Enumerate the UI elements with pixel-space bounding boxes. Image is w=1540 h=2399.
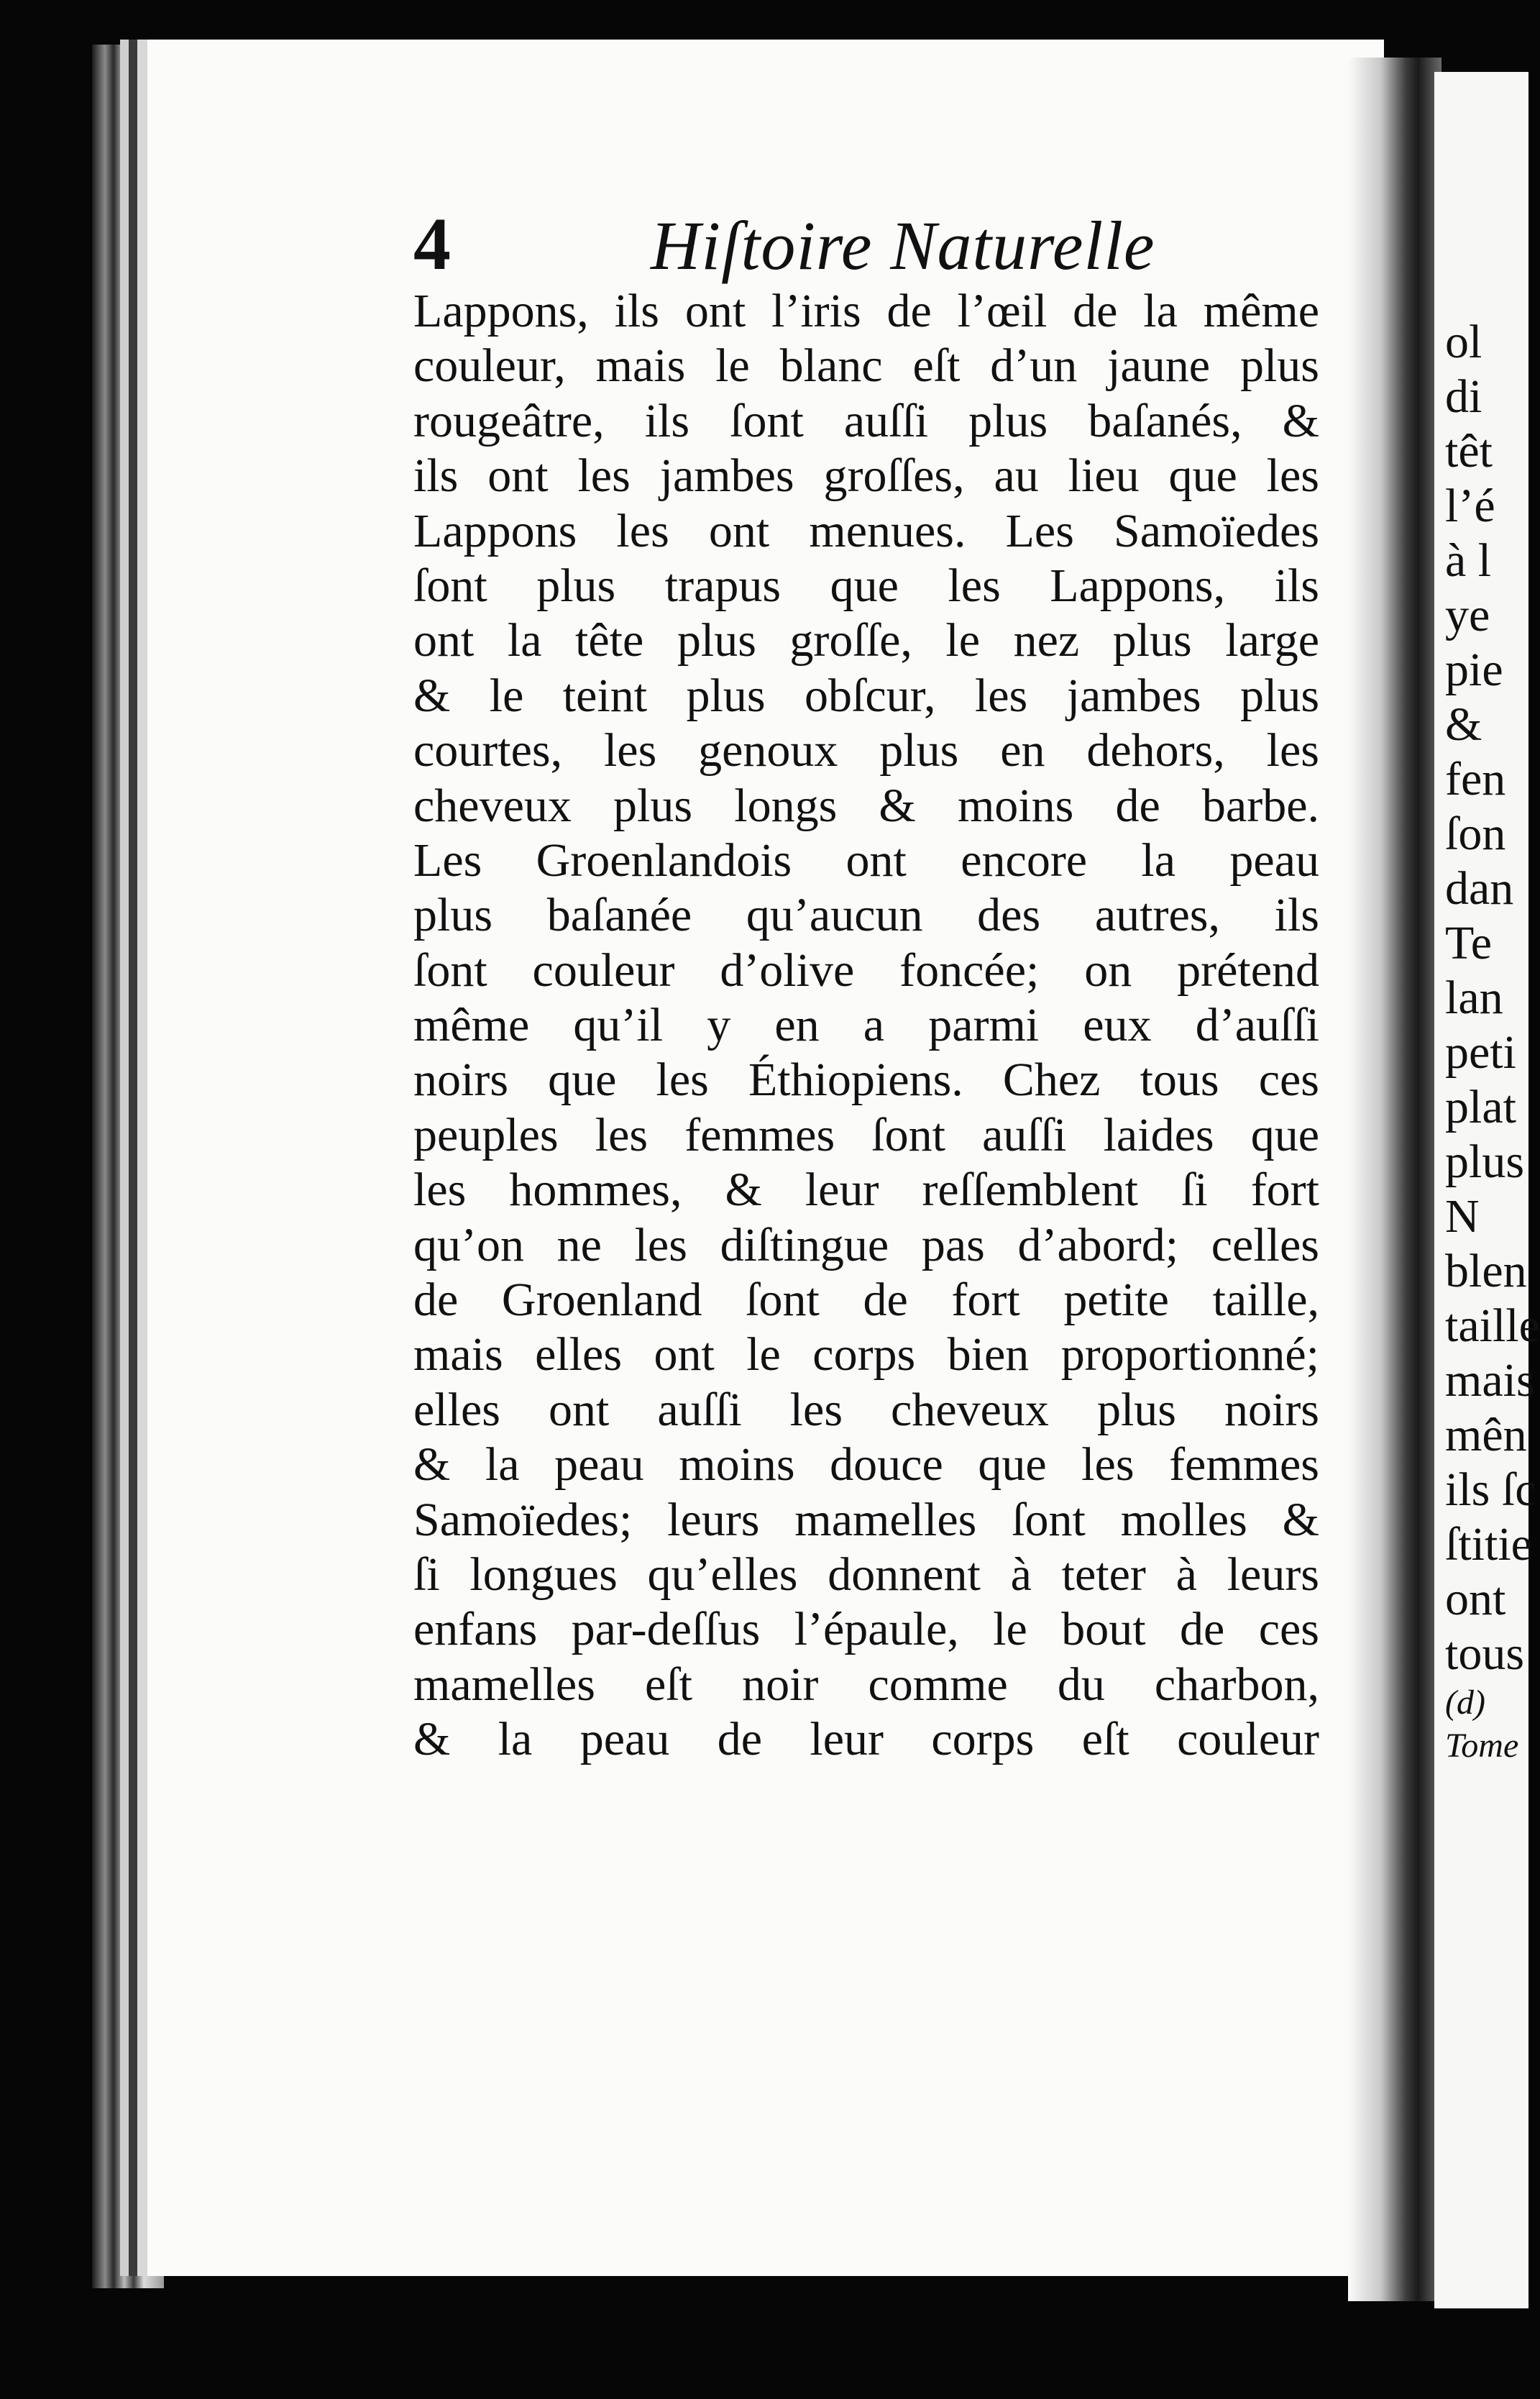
- facing-footnote: (d): [1445, 1683, 1485, 1722]
- facing-line: ſon: [1445, 808, 1506, 860]
- facing-page-text: [1445, 315, 1539, 1768]
- page-header: [413, 205, 1362, 291]
- text-line: courtes, les genoux plus en dehors, les: [413, 724, 1319, 777]
- facing-line: tous: [1445, 1627, 1525, 1680]
- text-line: ſont couleur d’olive foncée; on prétend: [413, 943, 1319, 997]
- facing-line: &: [1445, 698, 1482, 751]
- facing-line: à l: [1445, 534, 1492, 587]
- facing-signature: Tome: [1445, 1727, 1519, 1765]
- text-line: enfans par-deſſus l’épaule, le bout de ces: [413, 1603, 1319, 1656]
- facing-line: ye: [1445, 589, 1490, 641]
- text-line: couleur, mais le blanc eſt d’un jaune plus: [413, 339, 1319, 393]
- text-line: Les Groenlandois ont encore la peau: [413, 833, 1319, 887]
- text-line: ils ont les jambes groſſes, au lieu que les: [413, 449, 1319, 503]
- text-line: plus baſanée qu’aucun des autres, ils: [413, 889, 1319, 942]
- text-line: rougeâtre, ils ſont auſſi plus baſanés, &: [413, 394, 1319, 447]
- facing-line: lan: [1445, 972, 1503, 1024]
- facing-line: peti: [1445, 1026, 1516, 1079]
- text-line: ſont plus trapus que les Lappons, ils: [413, 559, 1319, 612]
- text-line: cheveux plus longs & moins de barbe.: [413, 779, 1319, 832]
- text-line: les hommes, & leur reſſemblent ſi fort: [413, 1164, 1319, 1217]
- text-line: ſi longues qu’elles donnent à teter à leurs: [413, 1548, 1319, 1601]
- text-line: de Groenland ſont de fort petite taille,: [413, 1274, 1319, 1327]
- facing-line: mais: [1445, 1354, 1535, 1407]
- book-gutter: [1348, 58, 1442, 2301]
- running-title: Hiſtoire Naturelle: [651, 207, 1155, 284]
- text-line: peuples les femmes ſont auſſi laides que: [413, 1108, 1319, 1161]
- text-line: mamelles eſt noir comme du charbon,: [413, 1658, 1319, 1711]
- text-line: même qu’il y en a parmi eux d’auſſi: [413, 999, 1319, 1052]
- facing-line: l’é: [1445, 480, 1495, 532]
- facing-line: dan: [1445, 862, 1514, 915]
- facing-line: têt: [1445, 425, 1493, 477]
- facing-line: di: [1445, 370, 1482, 423]
- facing-line: Te: [1445, 917, 1493, 969]
- text-line: elles ont auſſi les cheveux plus noirs: [413, 1383, 1319, 1436]
- text-line: & la peau de leur corps eſt couleur: [413, 1713, 1319, 1766]
- facing-line: pie: [1445, 644, 1503, 696]
- text-line: Samoïedes; leurs mamelles ſont molles &: [413, 1493, 1319, 1546]
- facing-line: N: [1445, 1190, 1480, 1243]
- facing-line: taille: [1445, 1299, 1540, 1352]
- page-number: 4: [413, 203, 451, 285]
- text-line: qu’on ne les diſtingue pas d’abord; celles: [413, 1218, 1319, 1271]
- facing-line: blen: [1445, 1245, 1527, 1297]
- facing-line: fen: [1445, 753, 1506, 805]
- facing-line: ils ſc: [1445, 1463, 1536, 1516]
- facing-line: mên: [1445, 1409, 1527, 1461]
- facing-line: ſtitie: [1445, 1518, 1532, 1571]
- facing-line: ont: [1445, 1573, 1506, 1625]
- text-line: mais elles ont le corps bien proportionné;: [413, 1328, 1319, 1381]
- facing-line: plus: [1445, 1135, 1525, 1188]
- text-line: noirs que les Éthiopiens. Chez tous ces: [413, 1054, 1319, 1107]
- text-line: Lappons, ils ont l’iris de l’œil de la même: [413, 285, 1319, 337]
- facing-line: plat: [1445, 1081, 1516, 1133]
- body-text: [413, 284, 1319, 1768]
- text-line: Lappons les ont menues. Les Samoïedes: [413, 504, 1319, 557]
- text-line: & le teint plus obſcur, les jambes plus: [413, 669, 1319, 722]
- text-line: ont la tête plus groſſe, le nez plus large: [413, 614, 1319, 667]
- text-line: & la peau moins douce que les femmes: [413, 1438, 1319, 1491]
- facing-line: ol: [1445, 316, 1482, 368]
